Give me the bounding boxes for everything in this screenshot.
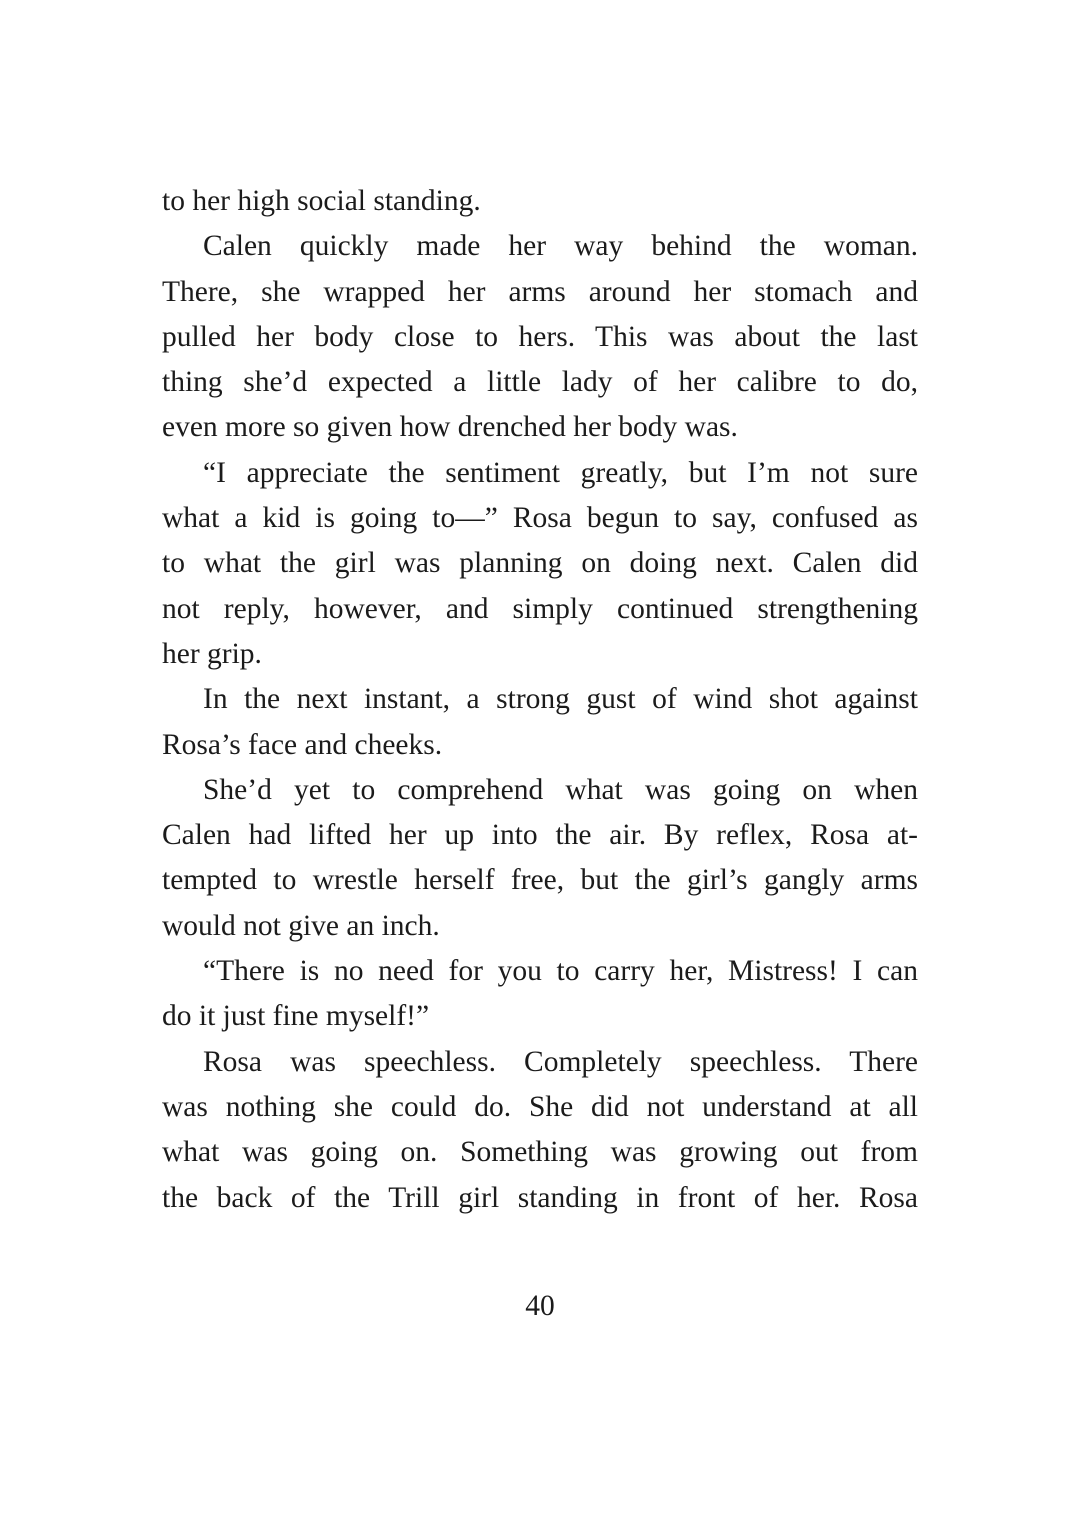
text-line: the back of the Trill girl standing in front of her. Rosa <box>162 1181 918 1214</box>
text-line: to her high social standing. <box>162 185 481 217</box>
text-line: even more so given how drenched her body was. <box>162 411 738 444</box>
text-line: There, she wrapped her arms around her stomach and <box>162 275 918 308</box>
text-line: “I appreciate the sentiment greatly, but I’m not sure <box>203 456 918 489</box>
text-line: was nothing she could do. She did not understand at all <box>162 1090 918 1123</box>
text-line: would not give an inch. <box>162 909 440 942</box>
text-line: her grip. <box>162 637 262 670</box>
text-line: Rosa was speechless. Completely speechless. There <box>203 1045 918 1078</box>
text-line: Calen had lifted her up into the air. By reflex, Rosa at- <box>162 819 918 852</box>
text-line: Calen quickly made her way behind the woman. <box>203 230 918 263</box>
text-line: do it just fine myself!” <box>162 1000 430 1033</box>
text-line: what a kid is going to—” Rosa begun to say, confused as <box>162 502 918 535</box>
text-line: In the next instant, a strong gust of wind shot against <box>203 683 918 716</box>
text-line: tempted to wrestle herself free, but the girl’s gangly arms <box>162 864 918 897</box>
text-line: to what the girl was planning on doing next. Calen did <box>162 547 918 580</box>
text-line: thing she’d expected a little lady of her calibre to do, <box>162 366 918 399</box>
text-line: not reply, however, and simply continued strengthening <box>162 592 918 625</box>
page-number: 40 <box>525 1290 555 1322</box>
text-line: She’d yet to comprehend what was going on when <box>203 773 918 806</box>
text-line: Rosa’s face and cheeks. <box>162 728 443 761</box>
body-text <box>162 179 918 1221</box>
text-line: “There is no need for you to carry her, Mistress! I can <box>203 955 918 988</box>
text-line: pulled her body close to hers. This was about the last <box>162 320 918 353</box>
text-line: what was going on. Something was growing out from <box>162 1136 918 1169</box>
